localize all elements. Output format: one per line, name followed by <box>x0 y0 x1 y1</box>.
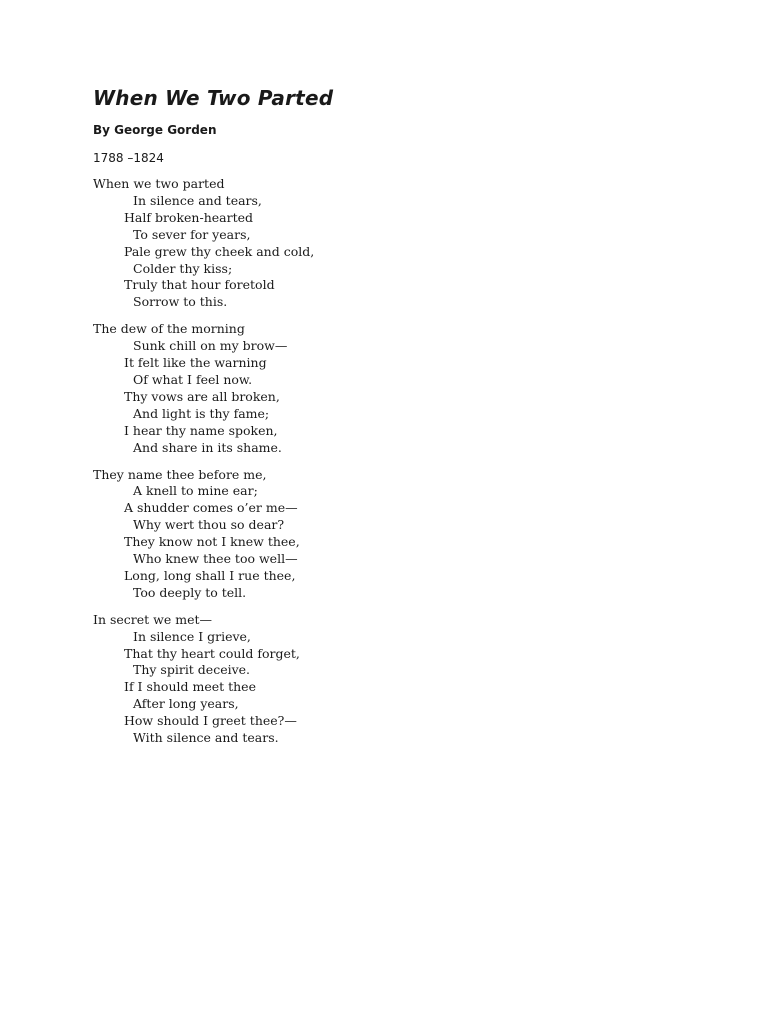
poem-line: It felt like the warning <box>124 355 267 371</box>
poem-line: And light is thy fame; <box>133 405 270 421</box>
poem-line: Colder thy kiss; <box>133 260 233 276</box>
poem-line: They know not I knew thee, <box>124 534 300 550</box>
document-page <box>93 84 693 747</box>
stanza-2 <box>93 321 693 456</box>
poem-line: Long, long shall I rue thee, <box>124 567 296 583</box>
poem-line: They name thee before me, <box>93 466 267 482</box>
poem-line: Why wert thou so dear? <box>133 517 285 533</box>
poem-author: By George Gorden <box>93 123 217 137</box>
poem-line: I hear thy name spoken, <box>124 422 278 438</box>
poem-line: Thy vows are all broken, <box>124 388 280 404</box>
poem-line: After long years, <box>133 696 239 712</box>
poem-line: Half broken-hearted <box>124 209 253 225</box>
poem-line: In silence I grieve, <box>133 628 251 644</box>
poem-line: Who knew thee too well— <box>133 551 298 567</box>
poem-line: In secret we met— <box>93 611 212 627</box>
poem-line: Sunk chill on my brow— <box>133 338 288 354</box>
poem-line: When we two parted <box>93 176 225 191</box>
poem-line: A knell to mine ear; <box>133 483 258 499</box>
stanza-1 <box>93 176 693 311</box>
poem-line: How should I greet thee?— <box>124 713 297 729</box>
poem-line: Thy spirit deceive. <box>133 662 251 678</box>
stanza-3 <box>93 467 693 602</box>
poem-line: And share in its shame. <box>133 439 282 455</box>
poem-line: To sever for years, <box>133 226 251 242</box>
poem-line: With silence and tears. <box>133 730 279 746</box>
poem-line: That thy heart could forget, <box>124 645 300 661</box>
poem-line: The dew of the morning <box>93 321 245 337</box>
poem-line: Pale grew thy cheek and cold, <box>124 243 315 259</box>
poem-line: If I should meet thee <box>124 679 256 695</box>
poem-title: When We Two Parted <box>93 86 334 110</box>
poem-line: Of what I feel now. <box>133 371 253 387</box>
poem-line: Sorrow to this. <box>133 294 228 310</box>
poem-line: A shudder comes o’er me— <box>124 500 298 516</box>
poem-line: Too deeply to tell. <box>133 584 247 600</box>
poem-line: Truly that hour foretold <box>124 277 275 293</box>
stanza-4 <box>93 612 693 747</box>
poem-line: In silence and tears, <box>133 192 262 208</box>
author-dates: 1788 –1824 <box>93 151 164 165</box>
